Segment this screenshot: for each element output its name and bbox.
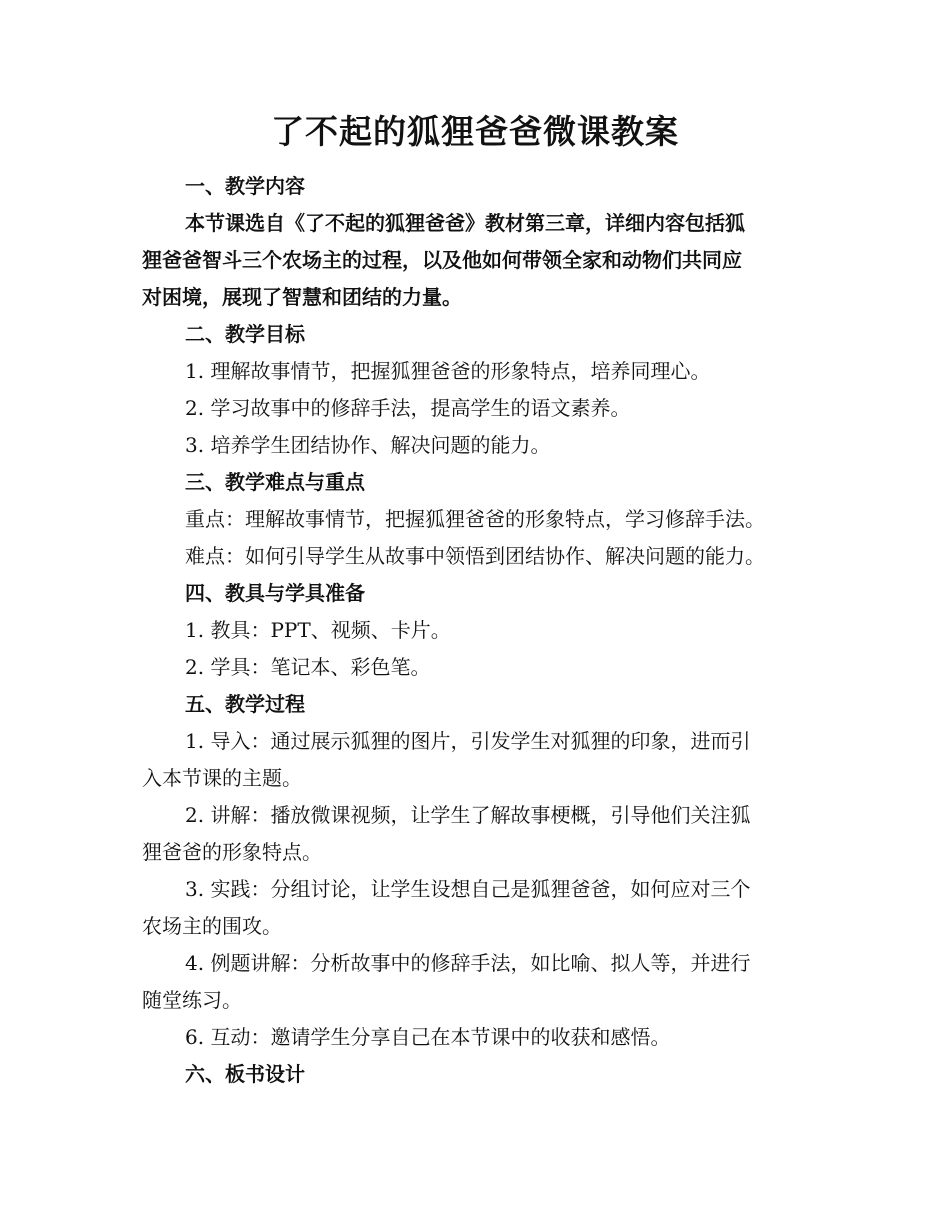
materials-item-2: 2. 学具：笔记本、彩色笔。 <box>185 655 431 679</box>
process-step-3-line-2: 农场主的围攻。 <box>142 914 282 938</box>
content-paragraph-line-2: 狸爸爸智斗三个农场主的过程，以及他如何带领全家和动物们共同应 <box>142 248 742 272</box>
difficult-point: 难点：如何引导学生从故事中领悟到团结协作、解决问题的能力。 <box>185 544 765 568</box>
process-step-3-line-1: 3. 实践：分组讨论，让学生设想自己是狐狸爸爸，如何应对三个 <box>185 877 751 901</box>
goal-item-2: 2. 学习故事中的修辞手法，提高学生的语文素养。 <box>185 396 631 420</box>
section-heading-process: 五、教学过程 <box>185 692 305 716</box>
process-step-4-line-1: 4. 例题讲解：分析故事中的修辞手法，如比喻、拟人等，并进行 <box>185 951 751 975</box>
section-heading-goals: 二、教学目标 <box>185 322 305 346</box>
goal-item-3: 3. 培养学生团结协作、解决问题的能力。 <box>185 433 551 457</box>
section-heading-materials: 四、教具与学具准备 <box>185 581 365 605</box>
content-paragraph-line-1: 本节课选自《了不起的狐狸爸爸》教材第三章，详细内容包括狐 <box>185 211 745 235</box>
content-paragraph-line-3: 对困境，展现了智慧和团结的力量。 <box>142 285 462 309</box>
process-step-2-line-2: 狸爸爸的形象特点。 <box>142 840 322 864</box>
document-title: 了不起的狐狸爸爸微课教案 <box>271 112 679 151</box>
section-heading-content: 一、教学内容 <box>185 174 305 198</box>
section-heading-key-points: 三、教学难点与重点 <box>185 470 365 494</box>
process-step-1-line-1: 1. 导入：通过展示狐狸的图片，引发学生对狐狸的印象，进而引 <box>185 729 751 753</box>
process-step-4-line-2: 随堂练习。 <box>142 988 242 1012</box>
process-step-6: 6. 互动：邀请学生分享自己在本节课中的收获和感悟。 <box>185 1025 671 1049</box>
process-step-2-line-1: 2. 讲解：播放微课视频，让学生了解故事梗概，引导他们关注狐 <box>185 803 751 827</box>
key-point: 重点：理解故事情节，把握狐狸爸爸的形象特点，学习修辞手法。 <box>185 507 765 531</box>
goal-item-1: 1. 理解故事情节，把握狐狸爸爸的形象特点，培养同理心。 <box>185 359 711 383</box>
materials-item-1: 1. 教具：PPT、视频、卡片。 <box>185 618 451 642</box>
section-heading-board-design: 六、板书设计 <box>185 1062 305 1086</box>
process-step-1-line-2: 入本节课的主题。 <box>142 766 302 790</box>
